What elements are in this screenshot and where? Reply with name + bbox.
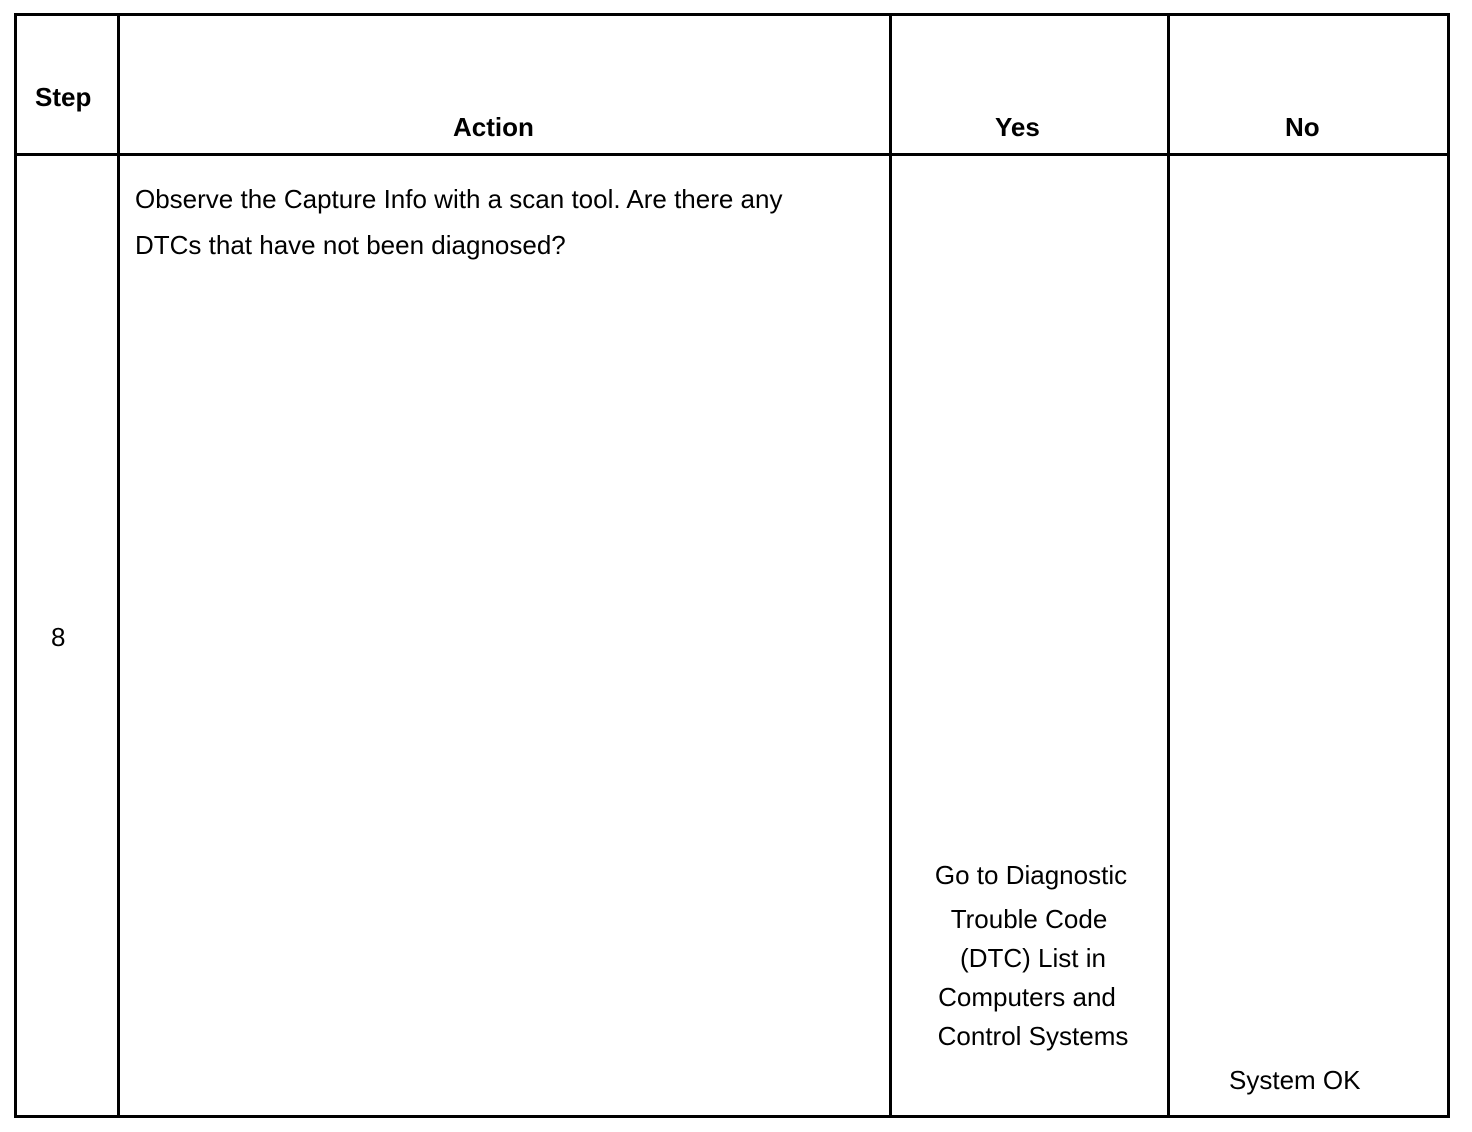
header-yes: Yes [995,112,1040,142]
yes-line: (DTC) List in [960,943,1106,973]
yes-line: Go to Diagnostic [934,860,1128,890]
no-result: System OK [1229,1065,1361,1095]
yes-line: Computers and [938,982,1116,1012]
header-action: Action [453,112,534,142]
yes-line: Trouble Code [950,904,1108,934]
diagnostic-table [14,13,1450,1118]
yes-cell [891,856,1171,1056]
header-no: No [1285,112,1320,142]
header-divider [17,153,1447,156]
action-text: Observe the Capture Info with a scan tool. Are there any DTCs that have not been diagnosed? [135,184,783,260]
header-step: Step [35,82,92,112]
step-number: 8 [51,622,66,652]
column-divider [117,16,120,1115]
yes-line: Control Systems [937,1021,1129,1051]
